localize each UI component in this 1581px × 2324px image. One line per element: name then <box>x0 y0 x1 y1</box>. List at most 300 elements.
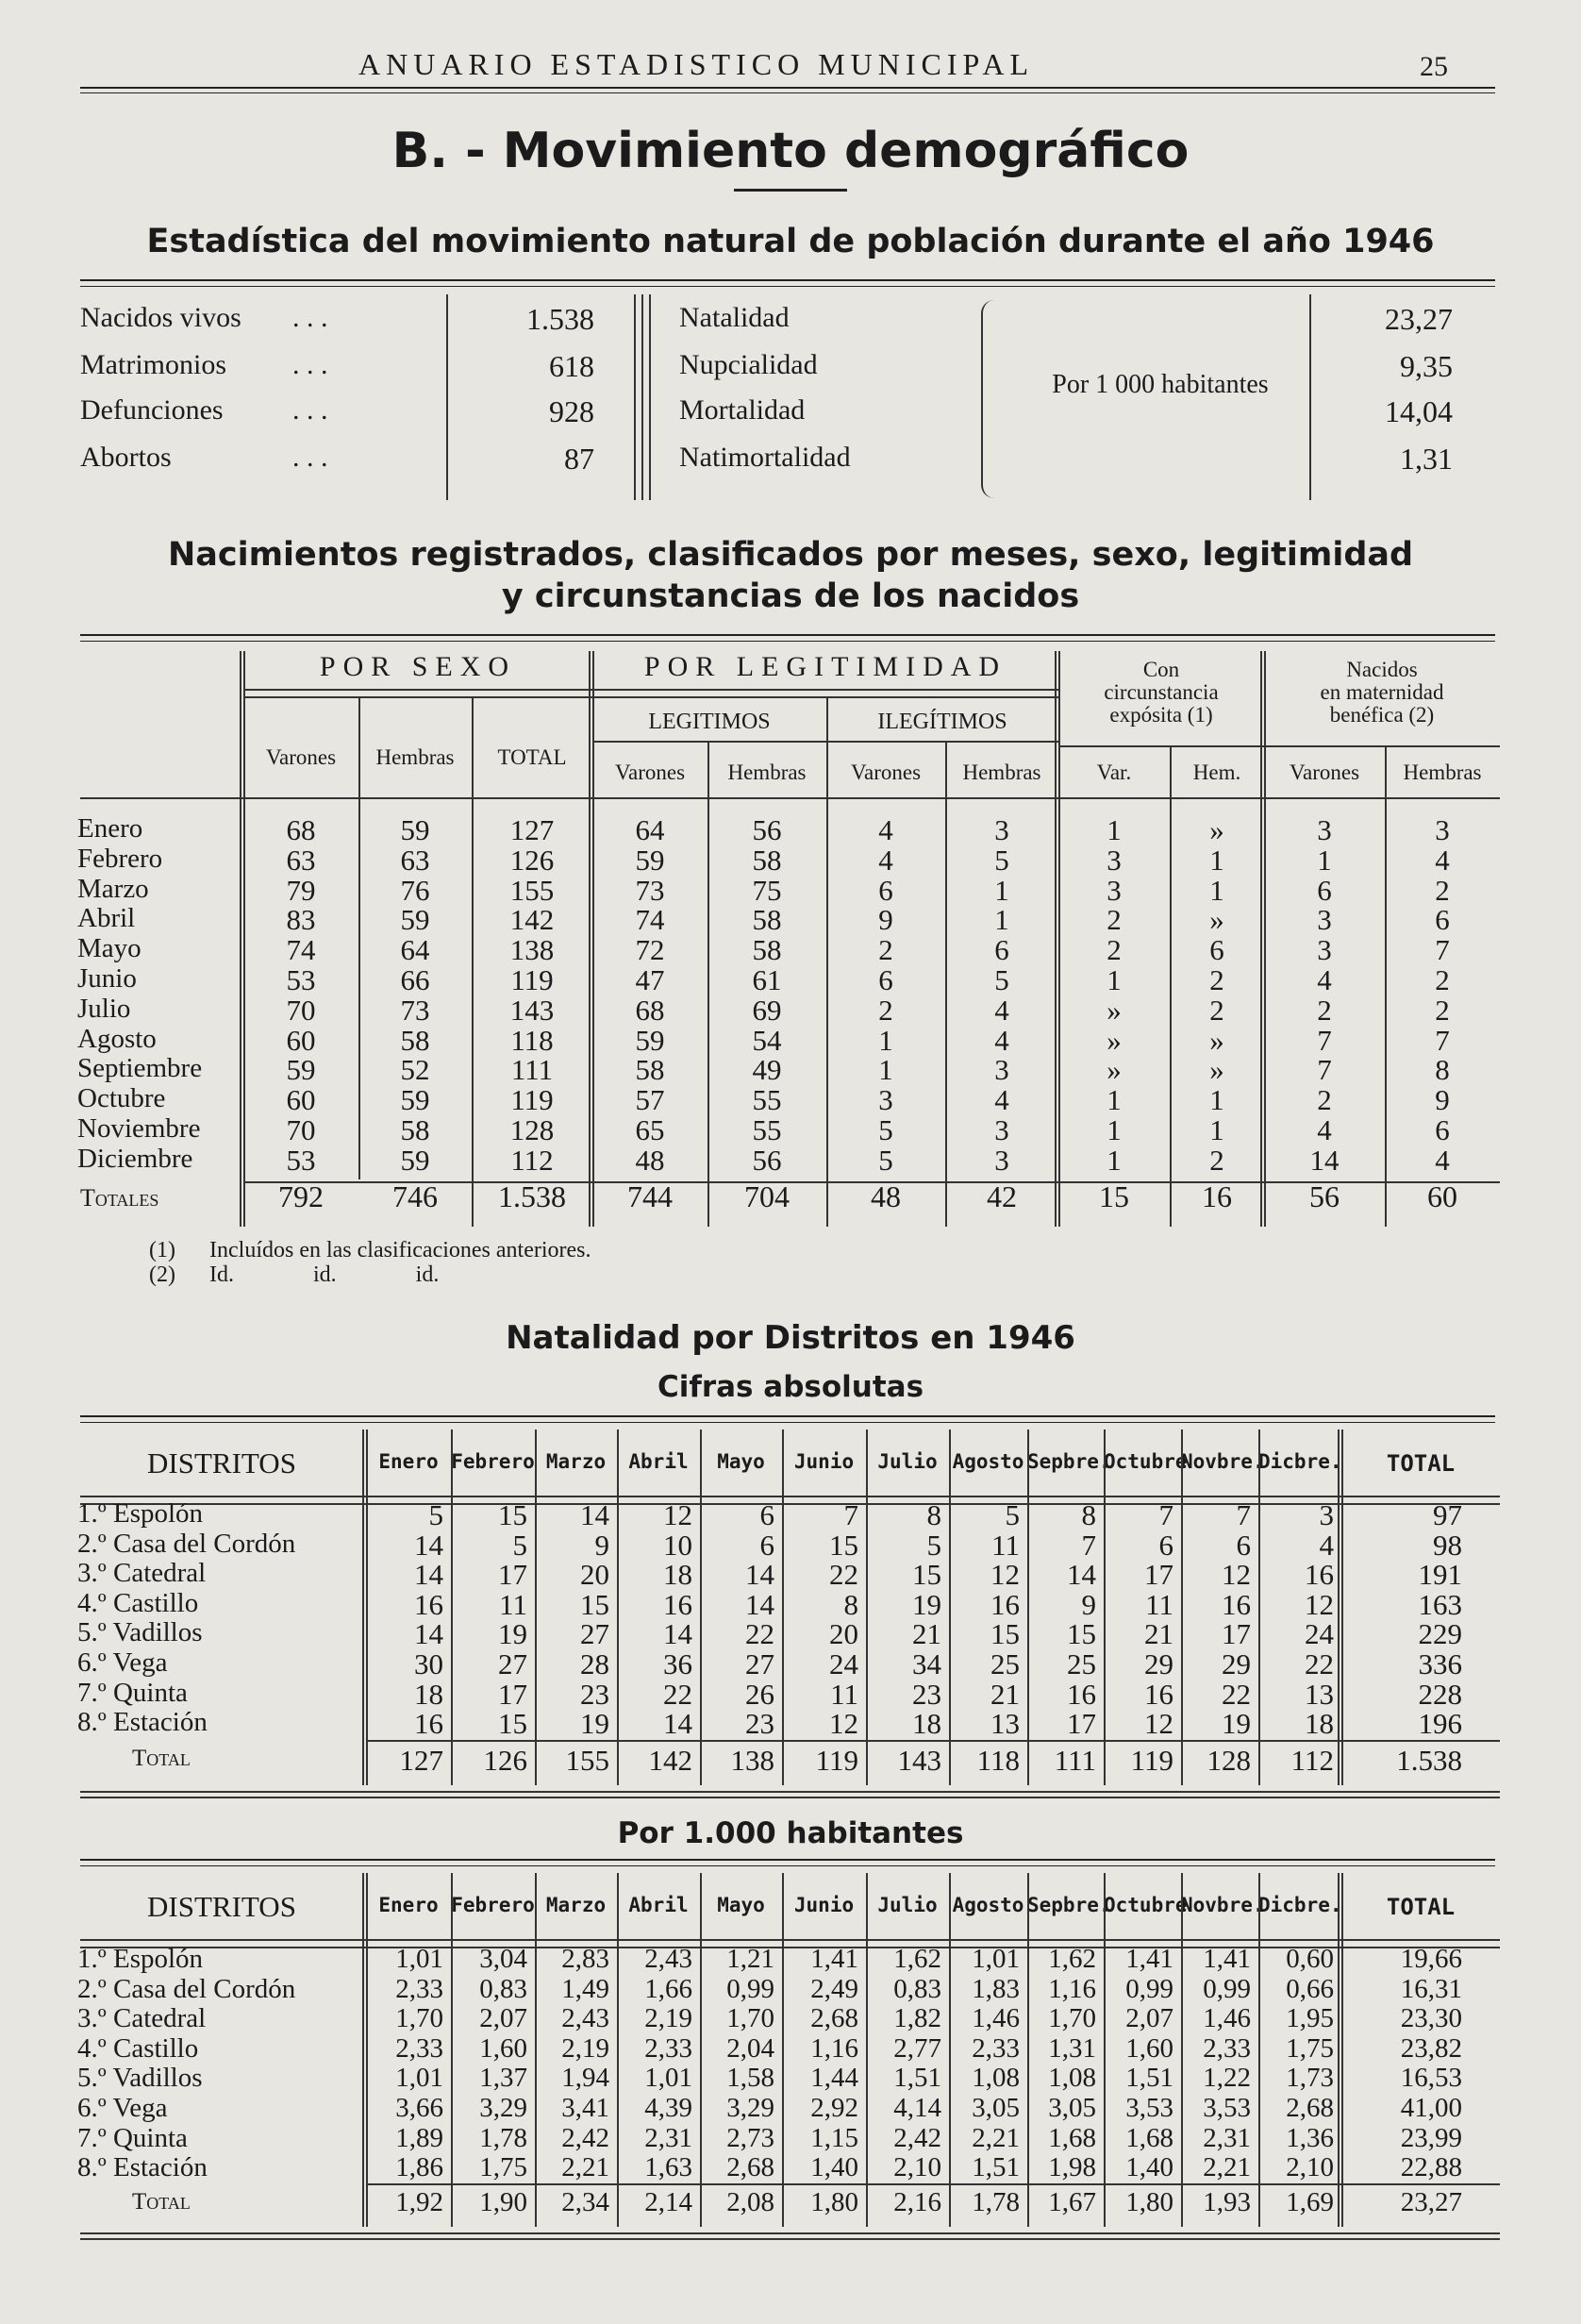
t1-right-value: 14,04 <box>1385 394 1453 428</box>
table2-title-2: y circunstancias de los nacidos <box>501 577 1080 615</box>
t2-note-text: Incluídos en las clasificaciones anteriores. <box>209 1238 591 1262</box>
district-cell: 2,10 <box>1286 2152 1334 2183</box>
district-cell: 1,94 <box>561 2063 609 2094</box>
t2-cell: 1 <box>1209 1083 1224 1117</box>
t2-cell: 1 <box>994 873 1009 907</box>
total-cell: 2,16 <box>893 2187 941 2217</box>
t2-cell: 61 <box>752 963 782 996</box>
district-cell: 6 <box>1236 1528 1251 1562</box>
t2-cell: 7 <box>1317 1053 1332 1087</box>
district-cell: 13 <box>990 1707 1020 1741</box>
district-cell: 17 <box>1144 1558 1173 1592</box>
district-cell: 2,19 <box>561 2032 609 2064</box>
district-cell: 17 <box>1222 1617 1251 1651</box>
district-cell: 1,01 <box>395 2063 443 2094</box>
t2-total-cell: 1.538 <box>498 1179 566 1213</box>
district-cell: 17 <box>498 1677 527 1711</box>
t2-cell: 74 <box>635 903 665 937</box>
district-cell: 16 <box>663 1587 692 1621</box>
district-cell: 1,95 <box>1286 2003 1334 2034</box>
district-cell: 1,49 <box>561 1973 609 2004</box>
district-cell: 3,41 <box>561 2093 609 2123</box>
district-cell: 1,46 <box>972 2003 1020 2034</box>
district-cell: 21 <box>912 1617 941 1651</box>
district-cell: 1,01 <box>395 1944 443 1974</box>
t2-cell: 3 <box>994 1143 1009 1177</box>
t2-cell: 1 <box>878 1023 893 1057</box>
t1-leader-dots: . . . <box>292 349 328 380</box>
t2-top-rule <box>80 634 1495 636</box>
total-cell: 1,90 <box>479 2187 527 2217</box>
t2-cell: » <box>1209 1023 1224 1057</box>
t2-cell: 6 <box>1317 873 1332 907</box>
district-cell: 12 <box>829 1707 858 1741</box>
district-name: 3.º Catedral <box>77 2003 207 2034</box>
month-header: TOTAL <box>1386 1894 1456 1920</box>
district-cell: 2,49 <box>810 1973 858 2004</box>
month-header: Sepbre. <box>1027 1894 1111 1916</box>
district-cell: 1,60 <box>479 2032 527 2064</box>
district-cell: 1,83 <box>972 1973 1020 2004</box>
t2-cell: » <box>1107 1023 1122 1057</box>
t2-cell: 126 <box>509 843 555 877</box>
t2-cell: 70 <box>286 1113 316 1146</box>
t2-cell: 52 <box>400 1053 430 1087</box>
district-cell: 1,16 <box>810 2032 858 2064</box>
t2-cell: 73 <box>635 873 665 907</box>
district-cell: 11 <box>830 1677 858 1711</box>
district-cell: 3,66 <box>395 2093 443 2123</box>
district-cell: 1,68 <box>1048 2122 1096 2153</box>
district-cell: 16 <box>414 1587 443 1621</box>
district-cell: 23 <box>912 1677 941 1711</box>
t2-cell: 4 <box>878 813 893 846</box>
total-cell: 1.538 <box>1396 1744 1462 1777</box>
total-cell: 119 <box>1130 1744 1173 1777</box>
t2-cell: 70 <box>286 993 316 1027</box>
t2-cell: 3 <box>994 813 1009 846</box>
t2-cell: 3 <box>1107 873 1122 907</box>
district-cell: 2,21 <box>1203 2152 1251 2183</box>
district-cell: 5 <box>1005 1498 1020 1531</box>
district-cell: 1,70 <box>1048 2003 1096 2034</box>
district-head: DISTRITOS <box>147 1446 296 1480</box>
t2-cell: 48 <box>635 1143 665 1177</box>
district-cell: 16 <box>990 1587 1020 1621</box>
district-cell: 97 <box>1433 1498 1462 1531</box>
district-cell: 16,53 <box>1400 2063 1462 2094</box>
t2-cell: 3 <box>1317 813 1332 846</box>
t1-double-rule <box>649 294 651 500</box>
t2-month-label: Julio <box>77 993 131 1024</box>
total-cell: 155 <box>565 1744 609 1777</box>
t2-cell: 74 <box>286 933 316 967</box>
district-cell: 9 <box>594 1528 609 1562</box>
t1-left-label: Defunciones <box>80 394 224 426</box>
district-cell: 2,07 <box>1125 2003 1173 2034</box>
district-cell: 1,16 <box>1048 1973 1096 2004</box>
district-cell: 16 <box>414 1707 443 1741</box>
district-cell: 12 <box>1222 1558 1251 1592</box>
page-number: 25 <box>1420 51 1448 82</box>
t1-left-label: Matrimonios <box>80 349 226 380</box>
district-cell: 18 <box>414 1677 443 1711</box>
t2-col-header: Varones <box>850 761 922 784</box>
district-cell: 2,04 <box>726 2032 774 2064</box>
t2-total-cell: 16 <box>1202 1179 1232 1213</box>
district-cell: 17 <box>1067 1707 1096 1741</box>
t2-cell: 2 <box>1209 1143 1224 1177</box>
t2-cell: 7 <box>1435 1023 1450 1057</box>
district-cell: 11 <box>1145 1587 1173 1621</box>
t2-total-cell: 746 <box>392 1179 438 1213</box>
t1-brace <box>981 300 998 498</box>
t1-right-label: Natimortalidad <box>679 442 851 473</box>
t2-cell: 2 <box>1209 993 1224 1027</box>
t1-left-value: 928 <box>549 394 594 428</box>
district-name: 7.º Quinta <box>77 1677 188 1708</box>
table1-title: Estadística del movimiento natural de población durante el año 1946 <box>146 223 1435 260</box>
district-cell: 1,41 <box>1203 1944 1251 1974</box>
district-cell: 5 <box>512 1528 527 1562</box>
district-cell: 1,78 <box>479 2122 527 2153</box>
t1-left-value: 87 <box>564 442 594 476</box>
district-cell: 1,41 <box>1125 1944 1173 1974</box>
t2-cell: 63 <box>400 843 430 877</box>
district-cell: 1,89 <box>395 2122 443 2153</box>
district-name: 6.º Vega <box>77 1647 168 1678</box>
district-cell: 2,43 <box>644 1944 692 1974</box>
district-cell: 4,39 <box>644 2093 692 2123</box>
t2-cell: 9 <box>1435 1083 1450 1117</box>
month-header: Sepbre. <box>1027 1450 1111 1473</box>
t2-group-sexo: POR SEXO <box>319 651 517 682</box>
month-header: Junio <box>793 1894 855 1916</box>
t2-mat-2: en maternidad <box>1320 680 1444 704</box>
t2-cell: 1 <box>994 903 1009 937</box>
t2-cell: 1 <box>1209 873 1224 907</box>
district-cell: 30 <box>414 1647 443 1680</box>
district-cell: 21 <box>1144 1617 1173 1651</box>
district-cell: 14 <box>745 1558 774 1592</box>
t2-cell: 83 <box>286 903 316 937</box>
table-bottom-rule <box>80 1791 1500 1793</box>
total-cell: 127 <box>399 1744 443 1777</box>
t2-cell: 55 <box>752 1083 782 1117</box>
t2-cell: 2 <box>1435 993 1450 1027</box>
t2-cell: 53 <box>286 1143 316 1177</box>
t2-cell: 4 <box>1435 843 1450 877</box>
district-cell: 29 <box>1144 1647 1173 1680</box>
district-name: 2.º Casa del Cordón <box>77 1973 296 2004</box>
district-cell: 3,53 <box>1125 2093 1173 2123</box>
district-cell: 13 <box>1305 1677 1334 1711</box>
district-cell: 1,08 <box>972 2063 1020 2094</box>
t2-cell: 1 <box>878 1053 893 1087</box>
district-cell: 0,99 <box>726 1973 774 2004</box>
district-cell: 2,33 <box>395 1973 443 2004</box>
t2-cell: 3 <box>1317 903 1332 937</box>
district-cell: 28 <box>580 1647 609 1680</box>
district-cell: 18 <box>1305 1707 1334 1741</box>
t2-cell: 142 <box>509 903 555 937</box>
t2-cell: 66 <box>400 963 430 996</box>
month-header: Enero <box>378 1894 439 1916</box>
t2-cell: 14 <box>1309 1143 1340 1177</box>
district-cell: 24 <box>1305 1617 1334 1651</box>
district-cell: 1,86 <box>395 2152 443 2183</box>
header-bottom-rule <box>80 1939 1500 1941</box>
t1-left-label: Abortos <box>80 442 172 473</box>
table-bottom-rule <box>80 1797 1500 1798</box>
t1-col-rule <box>446 294 448 500</box>
district-cell: 2,43 <box>561 2003 609 2034</box>
total-cell: 1,67 <box>1048 2187 1096 2217</box>
district-cell: 25 <box>990 1647 1020 1680</box>
t2-cell: 57 <box>635 1083 665 1117</box>
month-header: Mayo <box>717 1450 765 1473</box>
district-cell: 18 <box>663 1558 692 1592</box>
district-cell: 26 <box>745 1677 774 1711</box>
t2-cell: 1 <box>1209 1113 1224 1146</box>
t2-cell: 54 <box>752 1023 782 1057</box>
stub-rule <box>362 1430 364 1785</box>
district-cell: 0,83 <box>893 1973 941 2004</box>
t2-cell: 119 <box>510 1083 554 1117</box>
district-cell: 1,51 <box>893 2063 941 2094</box>
district-cell: 3,29 <box>726 2093 774 2123</box>
t2-cell: 5 <box>878 1113 893 1146</box>
t2-col-header: Hembras <box>1403 761 1482 784</box>
district-cell: 4,14 <box>893 2093 941 2123</box>
district-cell: 15 <box>829 1528 858 1562</box>
total-rule-line <box>366 2183 1500 2185</box>
district-cell: 20 <box>829 1617 858 1651</box>
district-cell: 22 <box>745 1617 774 1651</box>
t2-cell: 1 <box>1107 963 1122 996</box>
district-name: 6.º Vega <box>77 2093 168 2123</box>
table-bottom-rule <box>80 2238 1500 2240</box>
month-header: Febrero <box>451 1894 535 1916</box>
t2-cell: 69 <box>752 993 782 1027</box>
district-cell: 2,31 <box>644 2122 692 2153</box>
t2-cell: 72 <box>635 933 665 967</box>
district-cell: 2,92 <box>810 2093 858 2123</box>
district-cell: 27 <box>498 1647 527 1680</box>
district-cell: 5 <box>926 1528 941 1562</box>
t2-cell: 111 <box>510 1053 554 1087</box>
district-name: 1.º Espolón <box>77 1498 204 1529</box>
t2-total-cell: 60 <box>1427 1179 1457 1213</box>
district-cell: 0,66 <box>1286 1973 1334 2004</box>
district-cell: 22 <box>663 1677 692 1711</box>
t1-right-value: 1,31 <box>1400 442 1453 476</box>
district-cell: 1,66 <box>644 1973 692 2004</box>
t2-cell: » <box>1209 903 1224 937</box>
t2-month-label: Marzo <box>77 873 149 904</box>
district-cell: 1,08 <box>1048 2063 1096 2094</box>
t2-cell: 2 <box>1435 963 1450 996</box>
district-cell: 10 <box>663 1528 692 1562</box>
district-cell: 1,21 <box>726 1944 774 1974</box>
t2-cell: 7 <box>1317 1023 1332 1057</box>
t2-month-label: Junio <box>77 963 137 994</box>
district-cell: 1,62 <box>893 1944 941 1974</box>
t2-cell: 6 <box>1435 903 1450 937</box>
district-cell: 2,73 <box>726 2122 774 2153</box>
district-name: 3.º Catedral <box>77 1558 207 1589</box>
district-cell: 2,68 <box>1286 2093 1334 2123</box>
t2-cell: 155 <box>509 873 555 907</box>
month-header: Dicbre. <box>1258 1894 1342 1916</box>
district-name: 7.º Quinta <box>77 2122 188 2153</box>
district-cell: 0,83 <box>479 1973 527 2004</box>
district-name: 5.º Vadillos <box>77 2063 203 2094</box>
month-header: Novbre. <box>1181 1894 1265 1916</box>
total-cell: 2,14 <box>644 2187 692 2217</box>
district-cell: 1,31 <box>1048 2032 1096 2064</box>
district-cell: 19 <box>580 1707 609 1741</box>
district-cell: 16 <box>1067 1677 1096 1711</box>
district-cell: 1,44 <box>810 2063 858 2094</box>
district-cell: 1,82 <box>893 2003 941 2034</box>
district-cell: 14 <box>663 1617 692 1651</box>
t2-cell: 59 <box>400 1083 430 1117</box>
t2-col-header: Hem. <box>1192 761 1241 784</box>
district-cell: 9 <box>1081 1587 1096 1621</box>
district-cell: 11 <box>991 1528 1020 1562</box>
t2-cell: 6 <box>1435 1113 1450 1146</box>
t2-cell: 1 <box>1209 843 1224 877</box>
district-name: 4.º Castillo <box>77 1587 199 1618</box>
t2-cell: 58 <box>752 933 782 967</box>
district-cell: 1,68 <box>1125 2122 1173 2153</box>
t1-right-value: 9,35 <box>1400 349 1453 383</box>
month-header: Julio <box>877 1894 938 1916</box>
total-cell: 128 <box>1207 1744 1251 1777</box>
t2-cell: 55 <box>752 1113 782 1146</box>
t2-cell: 59 <box>635 843 665 877</box>
district-cell: 2,68 <box>810 2003 858 2034</box>
t1-double-rule <box>641 294 643 500</box>
t2-cell: 58 <box>635 1053 665 1087</box>
t2-legit-rule <box>592 689 1058 691</box>
district-cell: 8 <box>926 1498 941 1531</box>
t2-cell: 1 <box>1107 813 1122 846</box>
district-cell: 2,68 <box>726 2152 774 2183</box>
t1-leader-dots: . . . <box>292 394 328 426</box>
district-cell: 1,75 <box>1286 2032 1334 2064</box>
t2-cell: 3 <box>994 1053 1009 1087</box>
district-cell: 22 <box>1222 1677 1251 1711</box>
total-cell: 1,78 <box>972 2187 1020 2217</box>
t2-cell: 59 <box>286 1053 316 1087</box>
district-cell: 23 <box>580 1677 609 1711</box>
district-cell: 14 <box>580 1498 609 1531</box>
stub-rule <box>362 1873 364 2227</box>
district-cell: 2,19 <box>644 2003 692 2034</box>
district-name: 1.º Espolón <box>77 1944 204 1974</box>
total-cell: 112 <box>1290 1744 1334 1777</box>
month-header: Abril <box>628 1450 689 1473</box>
district-cell: 21 <box>990 1677 1020 1711</box>
t2-cell: 68 <box>286 813 316 846</box>
district-cell: 24 <box>829 1647 858 1680</box>
t2-cell: 60 <box>286 1023 316 1057</box>
t2-month-label: Enero <box>77 813 143 844</box>
t2-sexo-rule <box>243 696 592 698</box>
district-cell: 1,01 <box>972 1944 1020 1974</box>
t2-cell: 2 <box>1107 903 1122 937</box>
t2-cell: 59 <box>400 903 430 937</box>
t1-leader-dots: . . . <box>292 442 328 473</box>
district-cell: 2,42 <box>893 2122 941 2153</box>
district-cell: 1,40 <box>810 2152 858 2183</box>
t2-cell: » <box>1107 993 1122 1027</box>
total-cell: 142 <box>648 1744 692 1777</box>
t2-cell: 7 <box>1435 933 1450 967</box>
t2-cell: 59 <box>400 813 430 846</box>
running-header: ANUARIO ESTADISTICO MUNICIPAL <box>358 47 1035 81</box>
district-cell: 228 <box>1418 1677 1462 1711</box>
district-cell: 34 <box>912 1647 941 1680</box>
t2-cell: 3 <box>994 1113 1009 1146</box>
total-cell: 1,93 <box>1203 2187 1251 2217</box>
t2-total-cell: 42 <box>987 1179 1017 1213</box>
district-cell: 2,10 <box>893 2152 941 2183</box>
header-rule-2 <box>80 92 1495 93</box>
district-cell: 22 <box>1305 1647 1334 1680</box>
district-cell: 2,31 <box>1203 2122 1251 2153</box>
t2-total-cell: 792 <box>278 1179 324 1213</box>
total-cell: 1,92 <box>395 2187 443 2217</box>
t3-top-rule2 <box>80 1422 1495 1423</box>
t2-total-cell: 56 <box>1309 1179 1340 1213</box>
month-header: Dicbre. <box>1258 1450 1342 1473</box>
t2-cell: 5 <box>994 843 1009 877</box>
total-cell: 126 <box>483 1744 527 1777</box>
district-cell: 7 <box>843 1498 858 1531</box>
district-cell: 4 <box>1319 1528 1334 1562</box>
t4-top-rule2 <box>80 1865 1495 1866</box>
t2-cell: 6 <box>994 933 1009 967</box>
total-cell: 1,69 <box>1286 2187 1334 2217</box>
t2-cell: 65 <box>635 1113 665 1146</box>
district-cell: 23,99 <box>1400 2122 1462 2153</box>
t2-cell: 75 <box>752 873 782 907</box>
district-cell: 1,62 <box>1048 1944 1096 1974</box>
district-cell: 7 <box>1236 1498 1251 1531</box>
t2-cell: 3 <box>1107 843 1122 877</box>
t1-col-rule <box>1309 294 1311 500</box>
t2-month-label: Abril <box>77 903 136 934</box>
t2-note-text: Id. id. id. <box>209 1262 440 1287</box>
district-cell: 16 <box>1144 1677 1173 1711</box>
district-cell: 19 <box>1222 1707 1251 1741</box>
district-cell: 27 <box>580 1617 609 1651</box>
district-cell: 6 <box>1158 1528 1173 1562</box>
t2-expo-1: Con <box>1142 658 1180 681</box>
district-cell: 15 <box>580 1587 609 1621</box>
district-cell: 163 <box>1418 1587 1462 1621</box>
district-cell: 0,60 <box>1286 1944 1334 1974</box>
table3-title: Natalidad por Distritos en 1946 <box>506 1319 1075 1357</box>
t2-cell: 6 <box>1209 933 1224 967</box>
t2-cell: 2 <box>878 993 893 1027</box>
district-name: 8.º Estación <box>77 2152 208 2183</box>
district-cell: 23 <box>745 1707 774 1741</box>
table3-subtitle: Cifras absolutas <box>657 1370 924 1404</box>
